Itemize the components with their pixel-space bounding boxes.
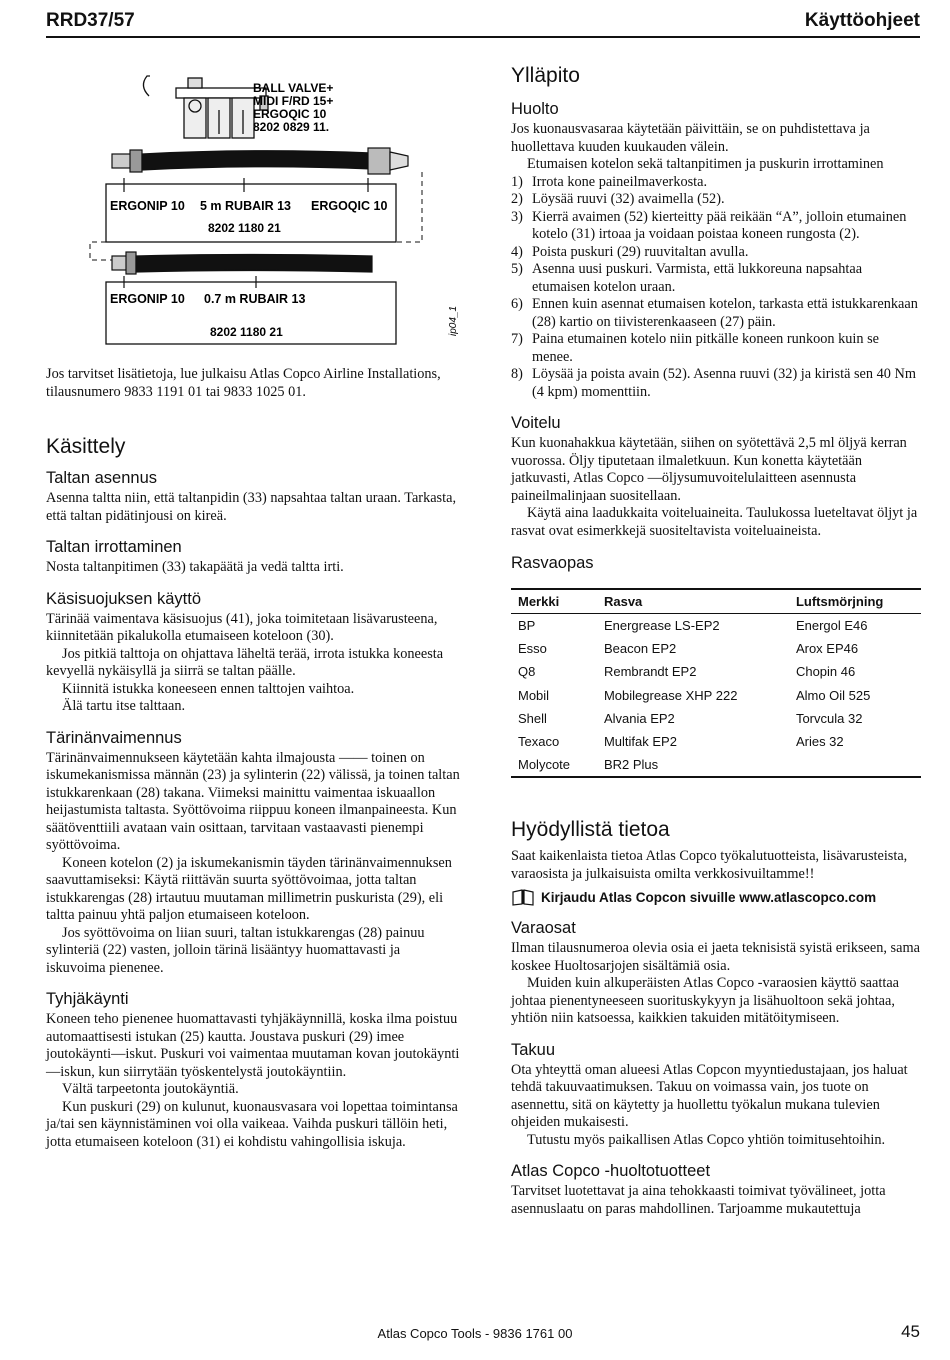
table-row: Shell Alvania EP2 Torvcula 32 [518,711,863,727]
hyodyllista-p1: Saat kaikenlaista tietoa Atlas Copco työkalutuotteista, lisävarusteista, varaosista ja julkaisuista omilta verkkosivuiltamme!! [511,848,908,882]
left-column [46,60,462,1151]
right-column [511,64,921,1218]
airline-diagram [46,60,462,360]
yllapito-title: Ylläpito [511,64,580,87]
list-item: 4) Poista puskuri (29) ruuvitaltan avulla. [511,243,749,260]
tarinanvaimennus-p1: Tärinänvaimennukseen käytetään kahta ilmajousta —— toinen on iskumekanismissa männän (23) ja sylinterin (22) välissä, ja toinen taltan istukkarenkaan (28) takana. Viimeksi mainittu vaimentaa iskuaallon heijastumista taltasta. Syöttövoima riippuu koneen ilmanpaineesta. Kun säätöventtiili avataan vain osittaan, tarvitaan vastaavasti pienempi syöttövoima. [46,749,460,853]
list-item: 7) Paina etumainen kotelo niin pitkälle koneen runkoon kuin se menee. [511,331,880,365]
tyhjakaynti-heading: Tyhjäkäynti [46,990,129,1008]
takuu-heading: Takuu [511,1040,556,1059]
varaosat-p2: Muiden kuin alkuperäisten Atlas Copco -varaosien käyttö saattaa johtaa pienentyneeseen suorituskykyyn ja lisähuoltoon sekä johtaa, yhtiön niin katsoessa, kaikkien takuiden mitätöitymiseen. [511,975,900,1027]
kasisuojus-p4: Älä tartu itse talttaan. [62,698,186,714]
list-item: 5) Asenna uusi puskuri. Varmista, että lukkoreuna napsahtaa etumaisen kotelon uraan. [511,261,863,295]
col-header-rasva: Rasva [597,589,789,614]
kasisuojus-p3: Kiinnitä istukka koneeseen ennen talttojen vaihtoa. [62,680,355,697]
table-row: Texaco Multifak EP2 Aries 32 [518,734,844,750]
hyodyllista-title: Hyödyllistä tietoa [511,818,670,842]
table-row: Q8 Rembrandt EP2 Chopin 46 [518,664,856,680]
table-row: Esso Beacon EP2 Arox EP46 [518,641,859,657]
varaosat-p1: Ilman tilausnumeroa olevia osia ei jaeta teknisistä syistä erikseen, sama koskee Huoltosarjojen sisältämiä osia. [511,940,920,974]
tarinanvaimennus-p3: Jos syöttövoima on liian suuri, taltan istukkarengas (28) painuu sylinteriä (22) vasten, jolloin tärinä lisääntyy huomattavasti ja iskuvoima pienenee. [46,924,425,976]
huolto-p1: Jos kuonausvasaraa käytetään päivittäin, se on puhdistettava ja huollettava kuuden kuukauden välein. [511,121,870,155]
voitelu-p2: Käytä aina laadukkaita voiteluaineita. Taulukossa lueteltavat öljyt ja rasvat ovat esimerkkejä suositeltavista voiteluaineista. [511,505,918,539]
takuu-p1: Ota yhteyttä oman alueesi Atlas Copcon myyntiedustajaan, jos haluat tehdä takuuvaatimuksen. Takuu on voimassa vain, jos tuote on asennettu, sitä on käytetty ja huollettu työkalun mukana tulevien ohjeiden mukaisesti. [511,1061,908,1131]
row1-left-label: ERGONIP 10 [110,199,185,213]
list-item: 1) Irrota kone paineilmaverkosta. [511,173,708,190]
diagram-top-label-3: ERGOQIC 10 [253,107,327,121]
voitelu-heading: Voitelu [511,414,561,432]
taltan-irrottaminen-heading: Taltan irrottaminen [46,538,182,556]
table-row: Molycote BR2 Plus [511,753,921,777]
takuu-p2: Tutustu myös paikallisen Atlas Copco yhtiön toimitusehtoihin. [527,1131,886,1148]
page-number: 45 [901,1322,920,1341]
diagram-top-label-1: BALL VALVE+ [253,81,334,95]
list-item: 2) Löysää ruuvi (32) avaimella (52). [511,191,725,207]
taltan-irrottaminen-text: Nosta taltanpitimen (33) takapäätä ja vedä taltta irti. [46,559,344,575]
hose-long [112,148,408,174]
row2-left-label: ERGONIP 10 [110,292,185,306]
row2-mid-label: 0.7 m RUBAIR 13 [204,292,306,306]
taltan-asennus-text: Asenna taltta niin, että taltanpidin (33) napsahtaa taltan uraan. Tarkasta, että taltan pidätinjousi on kireä. [46,490,457,524]
hose-short [112,252,372,274]
login-text: Kirjaudu Atlas Copcon sivuille www.atlascopco.com [541,890,877,906]
filter-regulator-unit [143,76,268,138]
kasittely-title: Käsittely [46,435,126,458]
figure-id: ip04_1 [448,305,459,336]
list-item: 6) Ennen kuin asennat etumaisen kotelon, tarkasta että istukkarenkaan (28) kartio on tiivisterenkaaseen (27) päin. [511,296,918,330]
intro-paragraph: Jos tarvitset lisätietoja, lue julkaisu Atlas Copco Airline Installations, tilausnumero 9833 1191 01 tai 9833 1025 01. [46,366,441,400]
header-rule [46,36,920,38]
huoltotuotteet-p1: Tarvitset luotettavat ja aina tehokkaasti toimivat työvälineet, jotta asennuslaatu on paras mahdollinen. Tarjoamme mukautettuja [511,1183,886,1217]
rasvaopas-heading: Rasvaopas [511,554,594,572]
grease-table [511,588,921,778]
huolto-p2: Etumaisen kotelon sekä taltanpitimen ja puskurin irrottaminen [527,156,884,172]
diagram-top-label-4: 8202 0829 11. [253,120,330,134]
book-icon [511,889,535,906]
kasisuojus-heading: Käsisuojuksen käyttö [46,589,202,608]
footer-publisher: Atlas Copco Tools - 9836 1761 00 [377,1326,573,1341]
list-item: 8) Löysää ja poista avain (52). Asenna ruuvi (32) ja kiristä sen 40 Nm (4 kpm) momenttiin. [511,366,916,400]
huolto-heading: Huolto [511,100,559,118]
voitelu-p1: Kun kuonahakkua käytetään, siihen on syötettävä 2,5 ml öljyä kerran vuorossa. Öljy tiputetaan ilmaletkuun. Kun konetta käytetään jatkuvasti, Atlas Copco —öljysumuvoitelulaitteen asennusta paineilmalinjaan suositellaan. [511,435,907,504]
tyhjakaynti-p2: Vältä tarpeetonta joutokäyntiä. [62,1081,239,1097]
col-header-luftsmorjning: Luftsmörjning [789,589,921,614]
table-header-row [511,589,921,614]
table-row: BP Energrease LS-EP2 Energol E46 [518,618,868,633]
table-row: Mobil Mobilegrease XHP 222 Almo Oil 525 [518,687,871,703]
col-header-merkki: Merkki [511,589,597,614]
huoltotuotteet-heading: Atlas Copco -huoltotuotteet [511,1162,711,1181]
list-item: 3) Kierrä avaimen (52) kierteitty pää reikään “A”, jolloin etumainen kotelo (31) irtoaa ja voidaan poistaa koneen rungosta (2). [511,208,907,242]
tyhjakaynti-p3: Kun puskuri (29) on kulunut, kuonausvasara voi lopettaa toimintansa ja/tai sen käynnistäminen voi olla vaikeaa. Vaihda puskuri tällöin heti, jotta etumaiseen koteloon (31) ei kohdistu vahingollisia iskuja. [46,1098,458,1150]
kasisuojus-p1: Tärinää vaimentava käsisuojus (41), joka toimitetaan lisävarusteena, kiinnitetään pikalukolla etumaiseen koteloon (30). [46,610,438,644]
maintenance-steps [511,174,921,402]
tyhjakaynti-p1: Koneen teho pienenee huomattavasti tyhjäkäynnillä, koska ilma poistuu automaattisesti istukan (25) kautta. Joustava puskuri (29) imee joutokäynti—iskut. Puskuri voi vaimentaa muutaman kovan joutokäynti—iskun, kun siirrytään työskentelystä joutokäyntiin. [46,1011,460,1080]
tarinanvaimennus-p2: Koneen kotelon (2) ja iskumekanismin täyden tärinänvaimennuksen saavuttamiseksi: Käytä riittävän suurta syöttövoimaa, jotta taltan istukkarengas (28) irtautuu muutaman millimetrin puskurista (29), eli taltta painuu yhtä paljon etumaiseen koteloon. [46,854,452,923]
row1-right-label: ERGOQIC 10 [311,199,388,213]
taltan-asennus-heading: Taltan asennus [46,469,157,487]
row1-part-number: 8202 1180 21 [208,221,281,235]
login-row [511,889,921,906]
tarinanvaimennus-heading: Tärinänvaimennus [46,728,182,747]
doc-section: Käyttöohjeet [804,10,920,31]
doc-model: RRD37/57 [46,10,135,31]
row2-part-number: 8202 1180 21 [210,325,283,339]
varaosat-heading: Varaosat [511,919,576,938]
kasisuojus-p2: Jos pitkiä talttoja on ohjattava läheltä terää, irrota istukka koneesta kevyellä nykäisyllä ja siirrä se taltan päälle. [46,645,444,679]
row1-mid-label: 5 m RUBAIR 13 [200,199,291,213]
diagram-top-label-2: MIDI F/RD 15+ [253,94,334,108]
